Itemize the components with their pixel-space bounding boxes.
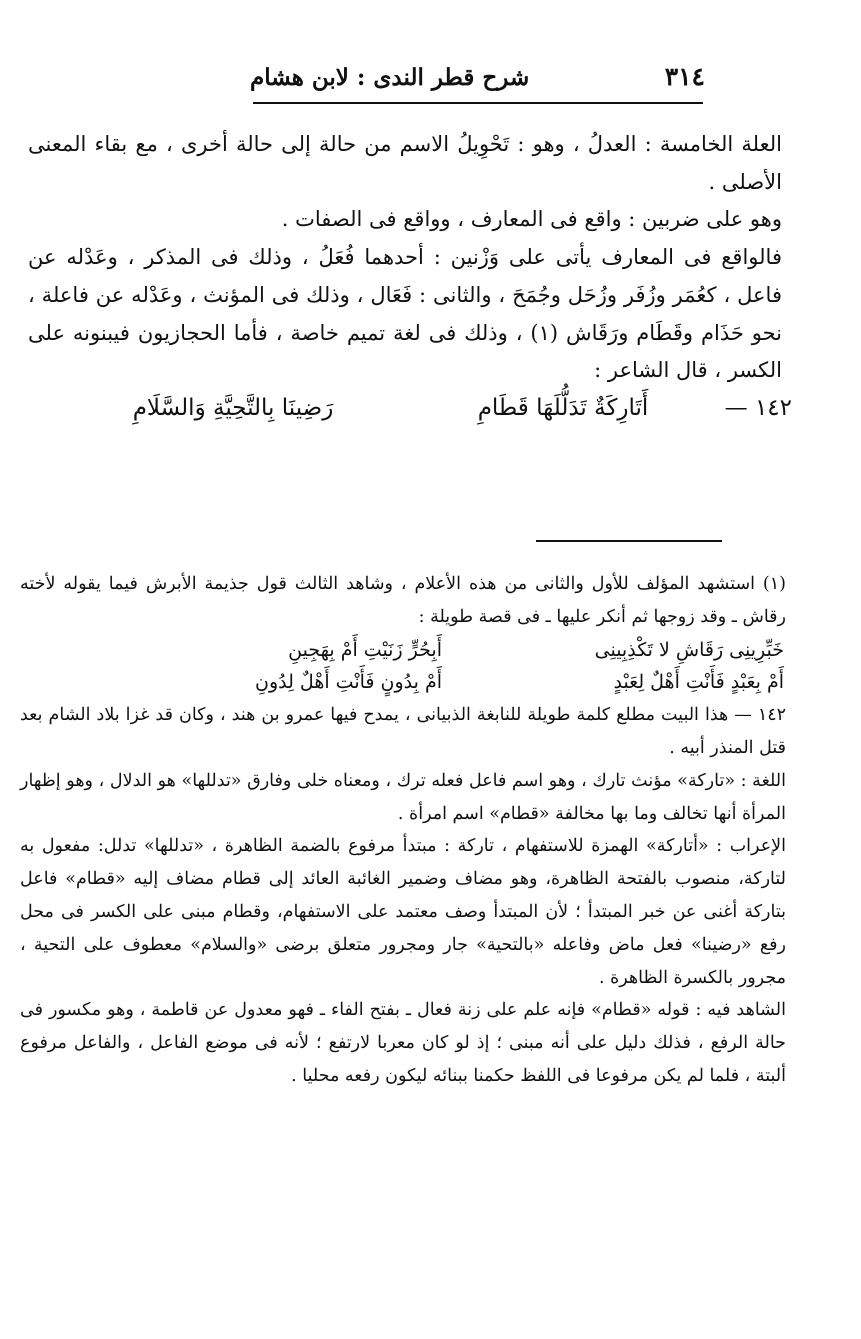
verse-first-hemistich: أَتَارِكَةٌ تَدَلُّلَهَا قَطَامِ	[477, 394, 649, 421]
paragraph-fifth-cause: العلة الخامسة : العدلُ ، وهو : تَحْوِيلُ الاسم من حالة إلى حالة أخرى ، مع بقاء المعنى الأصلى .	[28, 132, 782, 194]
main-text	[28, 126, 828, 428]
verse-number: ١٤٢ —	[724, 394, 792, 421]
note-142-intro: ١٤٢ — هذا البيت مطلع كلمة طويلة للنابغة الذبيانى ، يمدح فيها عمرو بن هند ، وكان قد غزا بلاد الشام بعد قتل المنذر أبيه .	[20, 705, 787, 758]
header-rule	[253, 102, 703, 104]
footnote-verse-2-second-hemistich: أَمْ بِدُونٍ فَأَنْتِ أَهْلٌ لِدُونِ	[255, 671, 442, 694]
paragraph-two-kinds: وهو على ضربين : واقع فى المعارف ، وواقع فى الصفات .	[281, 207, 782, 232]
footnote-verse-1-second-hemistich: أَبِحُرٍّ زَنَيْتِ أَمْ بِهَجِينِ	[288, 638, 442, 661]
footnote-1: (١) استشهد المؤلف للأول والثانى من هذه الأعلام ، وشاهد الثالث قول جذيمة الأبرش فيما يقوله لأخته رقاش ـ وقد زوجها ثم أنكر عليها ـ فى قصة طويلة :	[20, 574, 786, 627]
note-evidence: الشاهد فيه : قوله «قطام» فإنه علم على زنة فعال ـ بفتح الفاء ـ فهو معدول عن قاطمة ، وهو مكسور فى حالة الرفع ، فذلك دليل على أنه مبنى ؛ إذ لو كان معربا لارتفع ؛ لأنه فى موضع الفاعل ، والفاعل مرفوع ألبتة ، فلما لم يكن مرفوعا فى اللفظ حكمنا ببنائه ليكون رفعه محليا .	[20, 1000, 786, 1086]
verse-second-hemistich: رَضِينَا بِالتَّحِيَّةِ وَالسَّلَامِ	[132, 394, 334, 421]
page-number: ٣١٤	[664, 62, 705, 91]
verse-142	[28, 390, 828, 428]
page-header	[250, 62, 705, 98]
footnotes	[20, 568, 832, 1093]
footnote-rule	[536, 540, 722, 542]
footnote-verse-2-first-hemistich: أَمْ بِعَبْدٍ فَأَنْتِ أَهْلٌ لِعَبْدٍ	[613, 671, 784, 694]
footnote-verse-2	[20, 666, 832, 699]
running-title: شرح قطر الندى : لابن هشام	[250, 64, 530, 91]
footnote-verse-1-first-hemistich: خَبِّرِينِى رَقَاشِ لا تَكْذِبِينِى	[594, 638, 784, 661]
note-lexicon: اللغة : «تاركة» مؤنث تارك ، وهو اسم فاعل فعله ترك ، ومعناه خلى وفارق «تدللها» هو الدلال ، وهو إظهار المرأة أنها تخالف وما بها مخالفة «قطام» اسم امرأة .	[20, 770, 786, 824]
footnote-verse-1	[20, 634, 832, 667]
paragraph-proper-nouns: فالواقع فى المعارف يأتى على وَزْنين : أحدهما فُعَلُ ، وذلك فى المذكر ، وعَدْله عن فاعل ، كعُمَر وزُفَر وزُحَل وجُمَحَ ، والثانى : فَعَال ، وذلك فى المؤنث ، وعَدْله عن فاعلة ، نحو حَذَام وقَطَام ورَقَاش (١) ، وذلك فى لغة تميم خاصة ، فأما الحجازيون فيبنونه على الكسر ، قال الشاعر :	[28, 245, 782, 383]
note-parsing: الإعراب : «أتاركة» الهمزة للاستفهام ، تاركة : مبتدأ مرفوع بالضمة الظاهرة ، «تدللها» تدلل: مفعول به لتاركة، منصوب بالفتحة الظاهرة، وهو مضاف وضمير الغائبة العائد إلى قطام مضاف إليه «قطام» فاعل بتاركة أغنى عن خبر المبتدأ ؛ لأن المبتدأ وصف معتمد على الاستفهام، وقطام مبنى على الكسر فى محل رفع «رضينا» فعل ماض وفاعله «بالتحية» جار ومجرور متعلق برضى «والسلام» معطوف على التحية ، مجرور بالكسرة الظاهرة .	[20, 836, 786, 988]
